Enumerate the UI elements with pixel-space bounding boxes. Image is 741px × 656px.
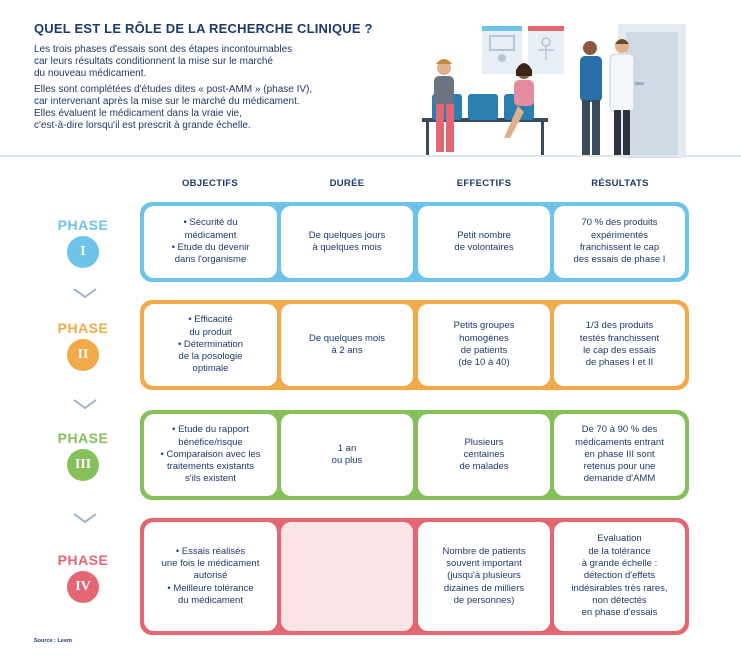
phase-3-resultats: De 70 à 90 % des médicaments entrant en phase III sont retenus pour une demande d'AMM	[554, 414, 685, 496]
source-note: Source : Leem	[34, 638, 72, 644]
column-header-effectifs: EFFECTIFS	[456, 178, 512, 189]
phase-1-label: PHASE	[57, 217, 109, 233]
poster-left-icon	[482, 26, 522, 74]
phase-4-numeral: IV	[67, 571, 99, 603]
phase-3-duree: 1 an ou plus	[281, 414, 413, 496]
man-sitting-icon	[434, 59, 454, 152]
poster-right-icon	[528, 26, 564, 74]
phase-3-objectifs: • Etude du rapport bénéfice/risque • Comparaison avec les traitements existants s'ils existent	[144, 414, 277, 496]
phase-4-resultats: Evaluation de la tolérance à grande échelle : détection d'effets indésirables très rares, non détectés en phase d'essais	[554, 522, 685, 631]
phase-4-duree	[281, 522, 413, 631]
intro-paragraph-1: Les trois phases d'essais sont des étapes incontournables car leurs résultats conditionnent la mise sur le marché du nouveau médicament.	[34, 44, 293, 79]
phase-2-duree: De quelques mois à 2 ans	[281, 304, 413, 386]
phase-2-effectifs: Petits groupes homogènes de patients (de 10 à 40)	[418, 304, 550, 386]
phase-4-label: PHASE	[57, 552, 109, 568]
phase-3-effectifs: Plusieurs centaines de malades	[418, 414, 550, 496]
column-header-objectifs: OBJECTIFS	[181, 178, 238, 189]
chevron-down-icon	[72, 512, 98, 524]
phase-1-numeral: I	[67, 236, 99, 268]
phase-2-row	[140, 300, 689, 390]
phase-1-effectifs: Petit nombre de volontaires	[418, 206, 550, 278]
intro-paragraph-2: Elles sont complétées d'études dites « post-AMM » (phase IV), car intervenant après la mise sur le marché du médicament. Elles évaluent le médicament dans la vraie vie, c'est-à-dire lorsqu'il est prescrit à grande échelle.	[34, 84, 313, 131]
phase-4-effectifs: Nombre de patients souvent important (jusqu'à plusieurs dizaines de milliers de personnes)	[418, 522, 550, 631]
patient-standing-icon	[580, 41, 602, 156]
section-divider	[0, 155, 741, 157]
waiting-room-illustration	[410, 20, 700, 158]
phase-2-objectifs: • Efficacité du produit • Détermination de la posologie optimale	[144, 304, 277, 386]
phase-1-objectifs: • Sécurité du médicament • Etude du devenir dans l'organisme	[144, 206, 277, 278]
phase-2-label: PHASE	[57, 320, 109, 336]
phase-1-duree: De quelques jours à quelques mois	[281, 206, 413, 278]
chevron-down-icon	[72, 287, 98, 299]
page-title: QUEL EST LE RÔLE DE LA RECHERCHE CLINIQUE ?	[34, 21, 373, 36]
column-header-duree: DURÉE	[329, 178, 365, 189]
phase-4-row	[140, 518, 689, 635]
chevron-down-icon	[72, 398, 98, 410]
phase-4-objectifs: • Essais réalisés une fois le médicament autorisé • Meilleure tolérance du médicament	[144, 522, 277, 631]
phase-3-label: PHASE	[57, 430, 109, 446]
phase-2-numeral: II	[67, 339, 99, 371]
phase-3-numeral: III	[67, 449, 99, 481]
phase-1-resultats: 70 % des produits expérimentés franchissent le cap des essais de phase I	[554, 206, 685, 278]
phase-2-resultats: 1/3 des produits testés franchissent le cap des essais de phases I et II	[554, 304, 685, 386]
phase-3-row	[140, 410, 689, 500]
phase-1-row	[140, 202, 689, 282]
column-header-resultats: RÉSULTATS	[591, 178, 649, 189]
